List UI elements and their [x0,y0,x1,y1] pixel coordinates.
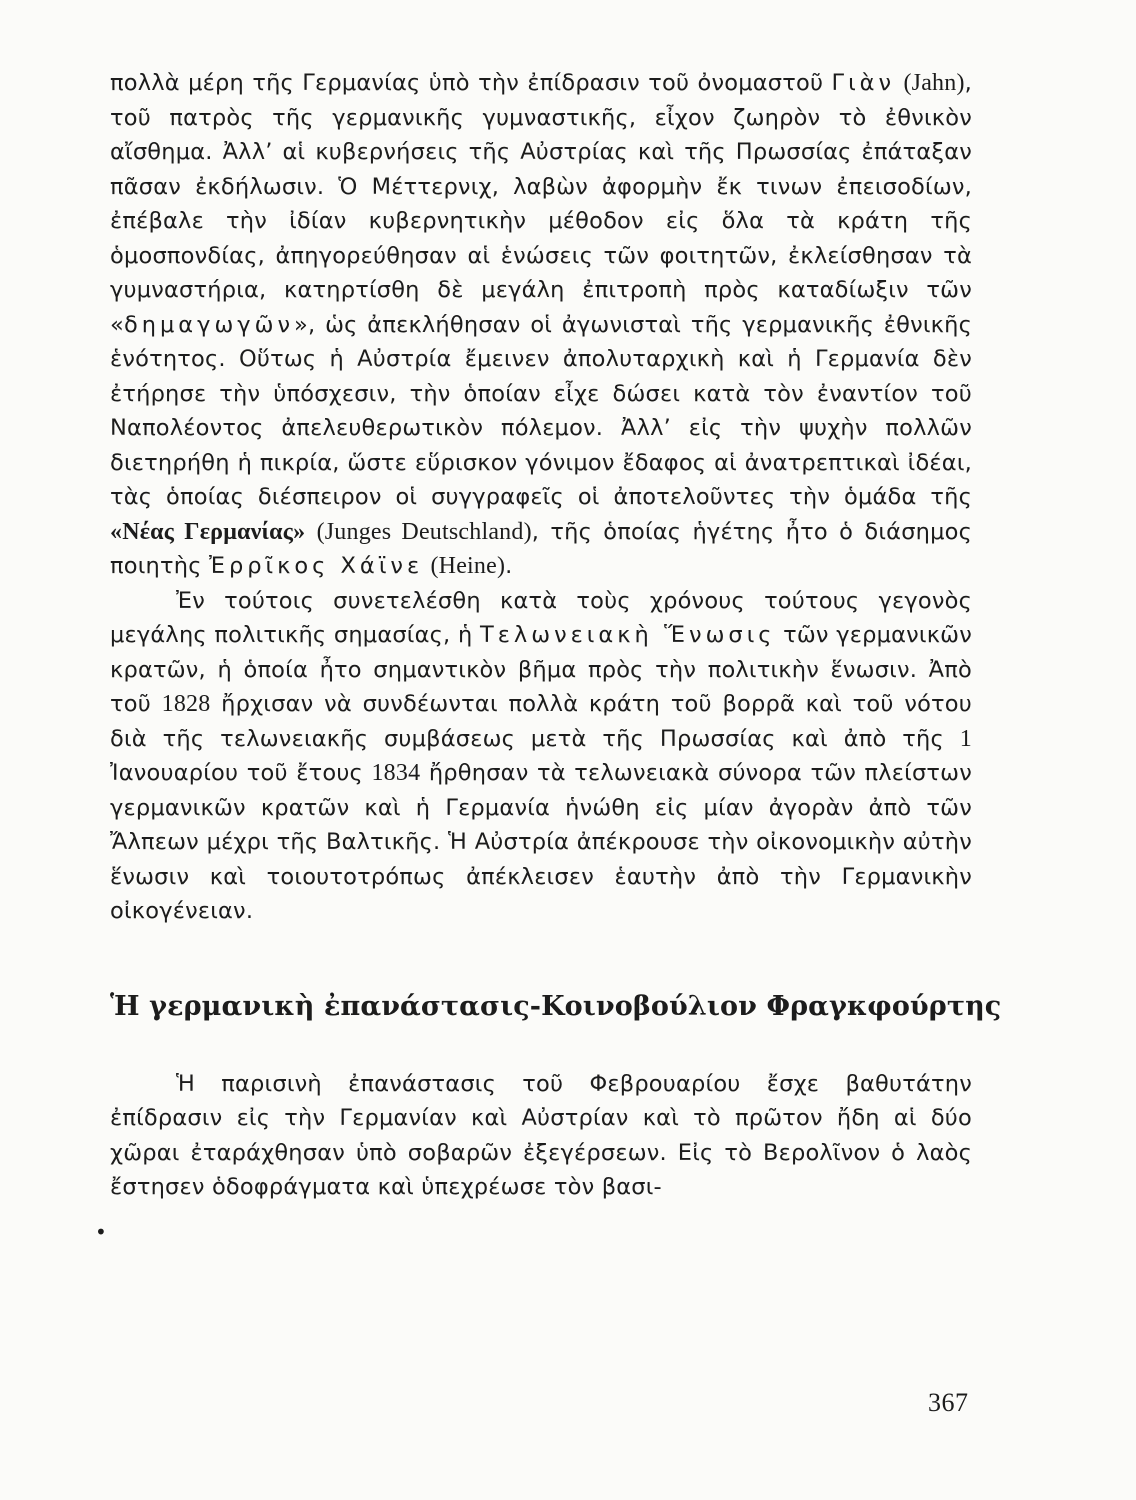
heine-greek-name: Ἐρρῖκος Χάϊνε [208,553,424,579]
paragraph-2-text-b: τῶν γερμανικῶν κρατῶν, ἡ ὁποία ἦτο σημαντικὸν βῆμα πρὸς τὴν πολιτικὴν ἕνωσιν. Ἀπὸ τοῦ [110,622,972,717]
section-heading: Ἡ γερμανικὴ ἐπανάστασις-Κοινοβούλιον Φραγκφούρτης [110,990,1002,1022]
paragraph-2-text-a: Ἐν τούτοις συνετελέσθη κατὰ τοὺς χρόνους τούτους γεγονὸς μεγάλης πολιτικῆς σημασίας, ἡ [110,587,972,648]
paragraph-2-text-c: ἤρχισαν νὰ συνδέωνται πολλὰ κράτη τοῦ βορρᾶ καὶ τοῦ νότου διὰ τῆς τελωνειακῆς συμβάσεως μετὰ τῆς Πρωσσίας καὶ ἀπὸ τῆς [110,691,972,752]
page-number: 367 [928,1388,969,1417]
paragraph-2-text-d: Ἰανουαρίου τοῦ ἔτους [110,760,372,786]
margin-bullet-mark: • [95,1220,107,1244]
heine-latin-name: (Heine) [430,553,506,579]
paragraph-1-text-a: πολλὰ μέρη τῆς Γερμανίας ὑπὸ τὴν ἐπίδρασιν τοῦ ὀνομαστοῦ [110,70,832,96]
paragraph-1-text-d: , τῆς ὁποίας ἡγέτης ἦτο ὁ διάσημος ποιητὴς [110,518,972,579]
new-germany-term: «Νέας Γερμανίας» [110,518,306,545]
year-1828: 1828 [161,691,211,717]
demagogues-term: δημαγωγῶν [123,311,295,338]
page-body [110,66,1002,1466]
paragraph-2 [110,584,972,929]
day-1: 1 [959,725,972,752]
customs-union-term: Τελωνειακὴ Ἕνωσις [480,622,776,648]
paragraph-1-text-c: », ὡς ἀπεκλήθησαν οἱ ἀγωνισταὶ τῆς γερμανικῆς ἐθνικῆς ἑνότητος. Οὕτως ἡ Αὐστρία ἔμεινεν ἀπολυταρχικὴ καὶ ἡ Γερμανία δὲν ἐτήρησε τὴν ὑπόσχεσιν, τὴν ὁποίαν εἶχε δώσει κατὰ τὸν ἐναντίον τοῦ Ναπολέοντος ἀπελευθερωτικὸν πόλεμον. Ἀλλ’ εἰς τὴν ψυχὴν πολλῶν διετηρήθη ἡ πικρία, ὥστε εὕρισκον γόνιμον ἔδαφος αἱ ἀνατρεπτικαὶ ἰδέαι, τὰς ὁποίας διέσπειρον οἱ συγγραφεῖς οἱ ἀποτελοῦντες τὴν ὁμάδα τῆς [110,311,972,510]
paragraph-1-text-b: , τοῦ πατρὸς τῆς γερμανικῆς γυμναστικῆς, εἶχον ζωηρὸν τὸ ἐθνικὸν αἴσθημα. Ἀλλ’ αἱ κυβερνήσεις τῆς Αὐστρίας καὶ τῆς Πρωσσίας ἐπάταξαν πᾶσαν ἐκδήλωσιν. Ὁ Μέττερνιχ, λαβὼν ἀφορμὴν ἔκ τινων ἐπεισοδίων, ἐπέβαλε τὴν ἰδίαν κυβερνητικὴν μέθοδον εἰς ὅλα τὰ κράτη τῆς ὁμοσπονδίας, ἀπηγορεύθησαν αἱ ἑνώσεις τῶν φοιτητῶν, ἐκλείσθησαν τὰ γυμναστήρια, κατηρτίσθη δὲ μεγάλη ἐπιτροπὴ πρὸς καταδίωξιν τῶν « [110,70,973,338]
paragraph-1: πολλὰ μέρη τῆς Γερμανίας ὑπὸ τὴν ἐπίδρασιν τοῦ ὀνομαστοῦ Γιὰν (Jahn), τοῦ πατρὸς τῆς γερμανικῆς γυμναστικῆς, εἶχον ζωηρὸν τὸ ἐθνικὸν αἴσθημα. Ἀλλ’ αἱ κυβερνήσεις τῆς Αὐστρίας καὶ τῆς Πρωσσίας ἐπάταξαν πᾶσαν ἐκδήλωσιν. Ὁ Μέττερνιχ, λαβὼν ἀφορμὴν ἔκ τινων ἐπεισοδίων, ἐπέβαλε τὴν ἰδίαν κυβερνητικὴν μέθοδον εἰς ὅλα τὰ κράτη τῆς ὁμοσπονδίας, ἀπηγορεύθησαν αἱ ἑνώσεις τῶν φοιτητῶν, ἐκλείσθησαν τὰ γυμναστήρια, κατηρτίσθη δὲ μεγάλη ἐπιτροπὴ πρὸς καταδίωξιν τῶν «δημαγωγῶν», ὡς ἀπεκλήθησαν οἱ ἀγωνισταὶ τῆς γερμανικῆς ἐθνικῆς ἑνότητος. Οὕτως ἡ Αὐστρία ἔμεινεν ἀπολυταρχικὴ καὶ ἡ Γερμανία δὲν ἐτήρησε τὴν ὑπόσχεσιν, τὴν ὁποίαν εἶχε δώσει κατὰ τὸν ἐναντίον τοῦ Ναπολέοντος ἀπελευθερωτικὸν πόλεμον. Ἀλλ’ εἰς τὴν ψυχὴν πολλῶν διετηρήθη ἡ πικρία, ὥστε εὕρισκον γόνιμον ἔδαφος αἱ ἀνατρεπτικαὶ ἰδέαι, τὰς ὁποίας διέσπειρον οἱ συγγραφεῖς οἱ ἀποτελοῦντες τὴν ὁμάδα τῆς «Νέας Γερμανίας» (Junges Deutschland), τῆς ὁποίας ἡγέτης ἦτο ὁ διάσημος ποιητὴς Ἐρρῖκος Χάϊνε (Heine). [110,70,973,579]
jahn-latin-name: (Jahn) [903,70,965,96]
jahn-greek-name: Γιὰν [831,70,896,96]
junges-deutschland-term: (Junges Deutschland) [316,518,532,545]
paragraph-2-text-e: ἤρθησαν τὰ τελωνειακὰ σύνορα τῶν πλείστων γερμανικῶν κρατῶν καὶ ἡ Γερμανία ἡνώθη εἰς μίαν ἀγορὰν ἀπὸ τῶν Ἄλπεων μέχρι τῆς Βαλτικῆς. Ἡ Αὐστρία ἀπέκρουσε τὴν οἰκονομικὴν αὐτὴν ἕνωσιν καὶ τοιουτοτρόπως ἀπέκλεισεν ἑαυτὴν ἀπὸ τὴν Γερμανικὴν οἰκογένειαν. [110,760,972,924]
year-1834: 1834 [371,760,421,786]
paragraph-3: Ἡ παρισινὴ ἐπανάστασις τοῦ Φεβρουαρίου ἔσχε βαθυτάτην ἐπίδρασιν εἰς τὴν Γερμανίαν καὶ Αὐστρίαν καὶ τὸ πρῶτον ἤδη αἱ δύο χῶραι ἐταράχθησαν ὑπὸ σοβαρῶν ἐξεγέρσεων. Εἰς τὸ Βερολῖνον ὁ λαὸς ἔστησεν ὁδοφράγματα καὶ ὑπεχρέωσε τὸν βασι- [110,1070,972,1200]
